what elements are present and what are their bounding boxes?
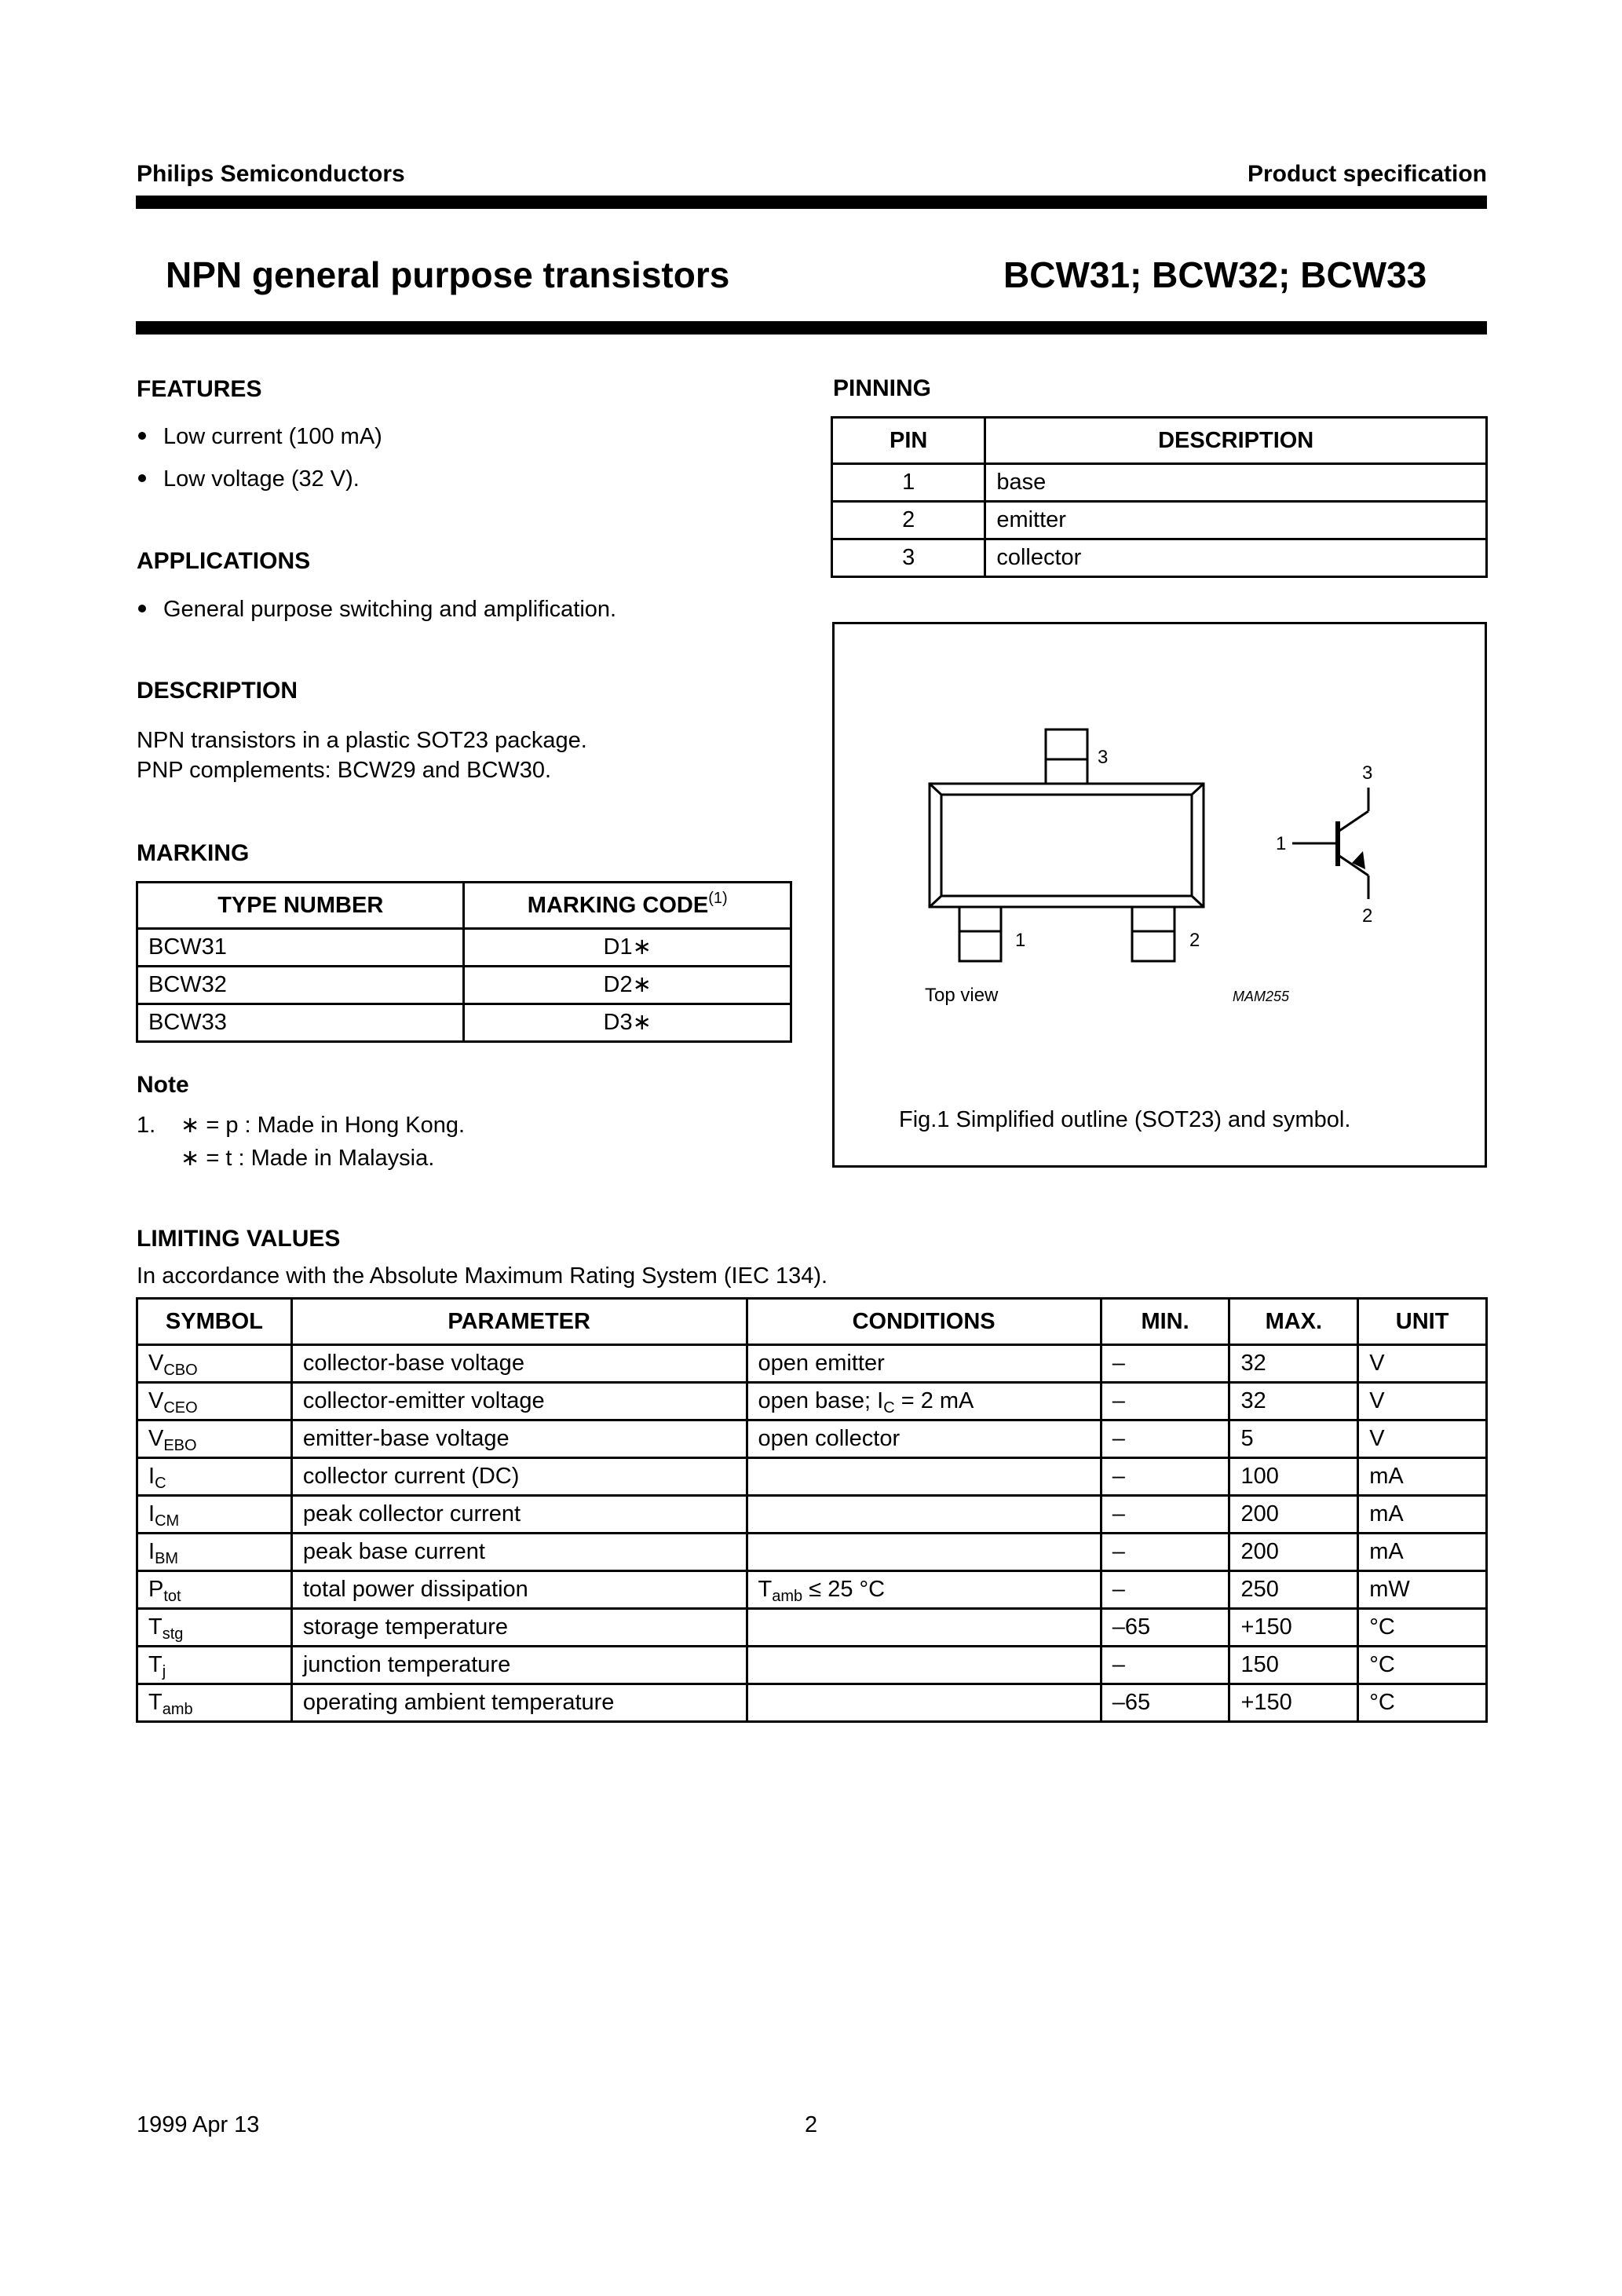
description-heading: DESCRIPTION xyxy=(137,678,298,704)
symbol-cell xyxy=(137,1571,292,1609)
symbol-collector-label: 3 xyxy=(1362,762,1373,784)
limiting-values-table xyxy=(136,1297,1488,1723)
pin-number-cell: 2 xyxy=(832,502,985,539)
symbol-main: V xyxy=(148,1388,164,1413)
symbol-subscript: amb xyxy=(162,1701,193,1718)
table-row xyxy=(832,539,1487,577)
conditions-cell xyxy=(747,1647,1101,1684)
max-cell: +150 xyxy=(1229,1609,1358,1647)
max-cell: 200 xyxy=(1229,1534,1358,1571)
min-cell: – xyxy=(1101,1420,1229,1458)
unit-cell: °C xyxy=(1358,1647,1487,1684)
symbol-subscript: tot xyxy=(163,1588,181,1605)
top-view-label: Top view xyxy=(925,985,999,1006)
figure-caption: Fig.1 Simplified outline (SOT23) and symbol. xyxy=(899,1107,1351,1132)
symbol-cell xyxy=(137,1496,292,1534)
symbol-cell xyxy=(137,1609,292,1647)
unit-cell: °C xyxy=(1358,1684,1487,1722)
condition-text: T xyxy=(758,1577,773,1602)
symbol-main: P xyxy=(148,1577,164,1602)
symbol-main: T xyxy=(148,1614,163,1640)
table-row xyxy=(137,1647,1487,1684)
min-cell: – xyxy=(1101,1647,1229,1684)
max-cell: 32 xyxy=(1229,1383,1358,1420)
symbol-subscript: BM xyxy=(155,1550,179,1567)
unit-cell: mA xyxy=(1358,1534,1487,1571)
symbol-cell xyxy=(137,1458,292,1496)
column-header-conditions: CONDITIONS xyxy=(747,1299,1101,1345)
max-cell: 150 xyxy=(1229,1647,1358,1684)
table-row xyxy=(137,1383,1487,1420)
min-cell: – xyxy=(1101,1571,1229,1609)
table-row xyxy=(137,967,791,1004)
table-row xyxy=(832,464,1487,502)
symbol-main: V xyxy=(148,1351,164,1376)
bullet-icon xyxy=(138,605,146,612)
conditions-cell xyxy=(747,1458,1101,1496)
symbol-main: I xyxy=(148,1501,155,1526)
min-cell: – xyxy=(1101,1345,1229,1383)
symbol-main: I xyxy=(148,1464,155,1489)
pinning-heading: PINNING xyxy=(833,375,932,401)
symbol-cell xyxy=(137,1534,292,1571)
feature-item: Low voltage (32 V). xyxy=(163,466,360,492)
symbol-subscript: CEO xyxy=(163,1399,198,1417)
column-header-pin: PIN xyxy=(832,418,985,464)
pin-1-label: 1 xyxy=(1015,930,1026,951)
symbol-subscript: CBO xyxy=(163,1362,198,1379)
parameter-cell: peak collector current xyxy=(291,1496,747,1534)
company-name: Philips Semiconductors xyxy=(137,161,405,187)
table-header-row xyxy=(137,883,791,929)
symbol-cell xyxy=(137,1684,292,1722)
symbol-subscript: stg xyxy=(162,1625,184,1643)
pin-2-label: 2 xyxy=(1189,930,1200,951)
parameter-cell: collector current (DC) xyxy=(291,1458,747,1496)
table-header-row xyxy=(832,418,1487,464)
marking-code-cell: D1∗ xyxy=(464,929,791,967)
note-line: ∗ = t : Made in Malaysia. xyxy=(181,1146,435,1171)
max-cell: 250 xyxy=(1229,1571,1358,1609)
marking-code-cell: D3∗ xyxy=(464,1004,791,1042)
pin-description-cell: emitter xyxy=(985,502,1487,539)
parameter-cell: storage temperature xyxy=(291,1609,747,1647)
limiting-values-intro: In accordance with the Absolute Maximum Rating System (IEC 134). xyxy=(137,1263,828,1289)
unit-cell: V xyxy=(1358,1345,1487,1383)
parameter-cell: collector-emitter voltage xyxy=(291,1383,747,1420)
note-line: ∗ = p : Made in Hong Kong. xyxy=(181,1113,466,1138)
sot23-outline-and-symbol-diagram xyxy=(835,624,1485,1165)
min-cell: –65 xyxy=(1101,1609,1229,1647)
table-row xyxy=(137,1684,1487,1722)
parameter-cell: operating ambient temperature xyxy=(291,1684,747,1722)
marking-code-cell: D2∗ xyxy=(464,967,791,1004)
sot23-package-outline xyxy=(930,729,1204,961)
marking-code-label: MARKING CODE xyxy=(527,892,709,918)
type-number-cell: BCW31 xyxy=(137,929,464,967)
symbol-subscript: j xyxy=(162,1663,166,1680)
max-cell: 200 xyxy=(1229,1496,1358,1534)
conditions-cell xyxy=(747,1571,1101,1609)
symbol-subscript: C xyxy=(155,1475,166,1492)
unit-cell: V xyxy=(1358,1383,1487,1420)
conditions-cell xyxy=(747,1420,1101,1458)
symbol-base-label: 1 xyxy=(1276,833,1287,854)
page-number: 2 xyxy=(805,2112,818,2137)
conditions-cell xyxy=(747,1534,1101,1571)
applications-heading: APPLICATIONS xyxy=(137,548,311,574)
unit-cell: mW xyxy=(1358,1571,1487,1609)
note-number: 1. xyxy=(137,1113,156,1138)
symbol-main: V xyxy=(148,1426,164,1451)
parameter-cell: peak base current xyxy=(291,1534,747,1571)
unit-cell: V xyxy=(1358,1420,1487,1458)
table-row xyxy=(137,1496,1487,1534)
pin-description-cell: base xyxy=(985,464,1487,502)
max-cell: +150 xyxy=(1229,1684,1358,1722)
column-header-unit: UNIT xyxy=(1358,1299,1487,1345)
page-title: NPN general purpose transistors xyxy=(166,254,730,295)
unit-cell: °C xyxy=(1358,1609,1487,1647)
table-row xyxy=(137,1420,1487,1458)
unit-cell: mA xyxy=(1358,1458,1487,1496)
pinning-table xyxy=(831,416,1488,578)
min-cell: – xyxy=(1101,1496,1229,1534)
max-cell: 32 xyxy=(1229,1345,1358,1383)
symbol-subscript: CM xyxy=(155,1512,180,1530)
symbol-cell xyxy=(137,1647,292,1684)
symbol-main: I xyxy=(148,1539,155,1564)
min-cell: –65 xyxy=(1101,1684,1229,1722)
column-header-marking-code xyxy=(464,883,791,929)
bullet-icon xyxy=(138,474,146,482)
column-header-symbol: SYMBOL xyxy=(137,1299,292,1345)
marking-table xyxy=(136,881,792,1043)
table-row xyxy=(137,1004,791,1042)
npn-transistor-symbol-icon xyxy=(1292,788,1368,899)
pin-3-label: 3 xyxy=(1098,747,1109,768)
features-heading: FEATURES xyxy=(137,376,262,402)
table-row xyxy=(137,1534,1487,1571)
column-header-min: MIN. xyxy=(1101,1299,1229,1345)
note-heading: Note xyxy=(137,1072,189,1098)
symbol-cell xyxy=(137,1420,292,1458)
symbol-emitter-label: 2 xyxy=(1362,905,1373,927)
header-rule-top xyxy=(136,196,1487,209)
parameter-cell: junction temperature xyxy=(291,1647,747,1684)
conditions-cell xyxy=(747,1345,1101,1383)
min-cell: – xyxy=(1101,1383,1229,1420)
conditions-cell xyxy=(747,1684,1101,1722)
table-row xyxy=(137,1345,1487,1383)
footer-date: 1999 Apr 13 xyxy=(137,2112,260,2137)
table-row xyxy=(137,929,791,967)
pin-number-cell: 3 xyxy=(832,539,985,577)
table-row xyxy=(137,1458,1487,1496)
marking-heading: MARKING xyxy=(137,840,250,866)
drawing-code: MAM255 xyxy=(1233,989,1290,1004)
parameter-cell: collector-base voltage xyxy=(291,1345,747,1383)
description-line: NPN transistors in a plastic SOT23 package. xyxy=(137,728,587,753)
min-cell: – xyxy=(1101,1458,1229,1496)
condition-subscript: C xyxy=(883,1399,895,1417)
column-header-description: DESCRIPTION xyxy=(985,418,1487,464)
condition-text: open collector xyxy=(758,1426,901,1451)
feature-item: Low current (100 mA) xyxy=(163,424,382,449)
bullet-icon xyxy=(138,432,146,440)
description-line: PNP complements: BCW29 and BCW30. xyxy=(137,758,552,783)
type-number-cell: BCW32 xyxy=(137,967,464,1004)
column-header-type-number: TYPE NUMBER xyxy=(137,883,464,929)
condition-text: open base; I xyxy=(758,1388,884,1413)
table-row xyxy=(832,502,1487,539)
max-cell: 100 xyxy=(1229,1458,1358,1496)
conditions-cell xyxy=(747,1383,1101,1420)
pin-number-cell: 1 xyxy=(832,464,985,502)
symbol-main: T xyxy=(148,1652,163,1677)
header-rule-bottom xyxy=(136,321,1487,335)
type-number-cell: BCW33 xyxy=(137,1004,464,1042)
pin-description-cell: collector xyxy=(985,539,1487,577)
conditions-cell xyxy=(747,1496,1101,1534)
figure-1 xyxy=(832,622,1487,1168)
parameter-cell: emitter-base voltage xyxy=(291,1420,747,1458)
table-header-row xyxy=(137,1299,1487,1345)
symbol-main: T xyxy=(148,1690,163,1715)
application-item: General purpose switching and amplification. xyxy=(163,597,617,622)
document-type: Product specification xyxy=(1247,161,1487,187)
parameter-cell: total power dissipation xyxy=(291,1571,747,1609)
conditions-cell xyxy=(747,1609,1101,1647)
condition-text-suffix: ≤ 25 °C xyxy=(802,1577,886,1602)
column-header-max: MAX. xyxy=(1229,1299,1358,1345)
table-row xyxy=(137,1609,1487,1647)
limiting-values-heading: LIMITING VALUES xyxy=(137,1226,341,1252)
symbol-cell xyxy=(137,1345,292,1383)
footnote-ref: (1) xyxy=(708,889,728,907)
table-row xyxy=(137,1571,1487,1609)
condition-subscript: amb xyxy=(772,1588,803,1605)
min-cell: – xyxy=(1101,1534,1229,1571)
unit-cell: mA xyxy=(1358,1496,1487,1534)
part-numbers: BCW31; BCW32; BCW33 xyxy=(1003,254,1427,295)
condition-text: open emitter xyxy=(758,1351,885,1376)
symbol-cell xyxy=(137,1383,292,1420)
column-header-parameter: PARAMETER xyxy=(291,1299,747,1345)
symbol-subscript: EBO xyxy=(163,1437,197,1454)
max-cell: 5 xyxy=(1229,1420,1358,1458)
condition-text-suffix: = 2 mA xyxy=(894,1388,974,1413)
